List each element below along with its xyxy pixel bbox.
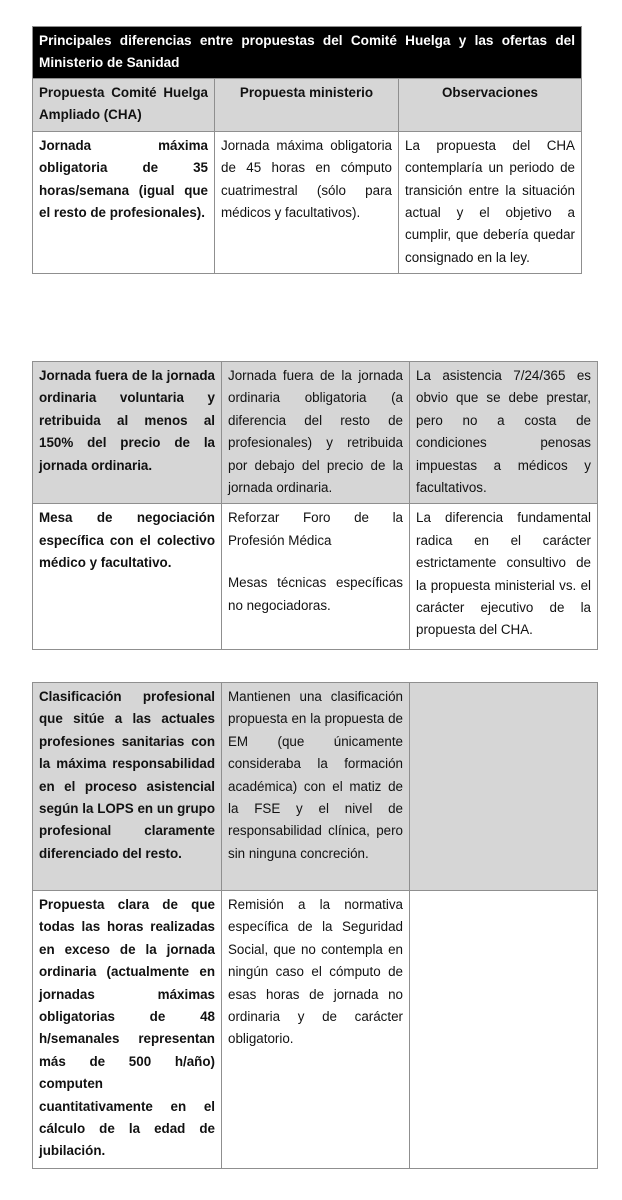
- comparison-table-part-1: [32, 26, 582, 274]
- row-3-cha: Mesa de negociación específica con el colectivo médico y facultativo.: [33, 504, 222, 650]
- table-row: [33, 504, 598, 650]
- row-5-cha: Propuesta clara de que todas las horas realizadas en exceso de la jornada ordinaria (actualmente en jornadas máximas obligatorias de 48 h/semanales representan más de 500 h/año) computen cuantitativamente en el cálculo de la edad de jubilación.: [33, 891, 222, 1169]
- table-row: [33, 362, 598, 504]
- row-4-observaciones: [410, 683, 598, 891]
- row-3-ministerio-cell: [222, 504, 410, 650]
- table-row: [33, 131, 582, 273]
- column-header-cha: Propuesta Comité Huelga Ampliado (CHA): [33, 79, 215, 132]
- header-row: [33, 79, 582, 132]
- table-row: [33, 683, 598, 891]
- row-5-ministerio: Remisión a la normativa específica de la Seguridad Social, que no contempla en ningún caso el cómputo de esas horas de jornada no ordinaria y de carácter obligatorio.: [222, 891, 410, 1169]
- row-2-observaciones: La asistencia 7/24/365 es obvio que se debe prestar, pero no a costa de condiciones penosas impuestas a médicos y facultativos.: [410, 362, 598, 504]
- row-1-ministerio: Jornada máxima obligatoria de 45 horas en cómputo cuatrimestral (sólo para médicos y facultativos).: [215, 131, 399, 273]
- table-title: Principales diferencias entre propuestas del Comité Huelga y las ofertas del Ministerio de Sanidad: [33, 27, 582, 79]
- column-header-ministerio: Propuesta ministerio: [215, 79, 399, 132]
- spacer: [228, 552, 403, 572]
- row-1-observaciones: La propuesta del CHA contemplaría un periodo de transición entre la situación actual y el objetivo a cumplir, que debería quedar consignado en la ley.: [399, 131, 582, 273]
- comparison-table-part-3: [32, 682, 598, 1169]
- row-4-ministerio: Mantienen una clasificación propuesta en la propuesta de EM (que únicamente consideraba la formación académica) con el matiz de la FSE y el nivel de responsabilidad clínica, pero sin ninguna concreción.: [222, 683, 410, 891]
- row-2-cha: Jornada fuera de la jornada ordinaria voluntaria y retribuida al menos al 150% del precio de la jornada ordinaria.: [33, 362, 222, 504]
- row-1-cha: Jornada máxima obligatoria de 35 horas/semana (igual que el resto de profesionales).: [33, 131, 215, 273]
- row-3-observaciones: La diferencia fundamental radica en el carácter estrictamente consultivo de la propuesta ministerial vs. el carácter ejecutivo de la propuesta del CHA.: [410, 504, 598, 650]
- row-3-ministerio: Reforzar Foro de la Profesión Médica: [228, 510, 403, 548]
- row-4-cha: Clasificación profesional que sitúe a las actuales profesiones sanitarias con la máxima responsabilidad en el proceso asistencial según la LOPS en un grupo profesional claramente diferenciado del resto.: [33, 683, 222, 891]
- comparison-table-part-2: [32, 361, 598, 650]
- row-2-ministerio: Jornada fuera de la jornada ordinaria obligatoria (a diferencia del resto de profesionales) y retribuida por debajo del precio de la jornada ordinaria.: [222, 362, 410, 504]
- row-5-observaciones: [410, 891, 598, 1169]
- column-header-observaciones: Observaciones: [399, 79, 582, 132]
- table-row: [33, 891, 598, 1169]
- row-3-ministerio-extra: Mesas técnicas específicas no negociadoras.: [228, 575, 403, 613]
